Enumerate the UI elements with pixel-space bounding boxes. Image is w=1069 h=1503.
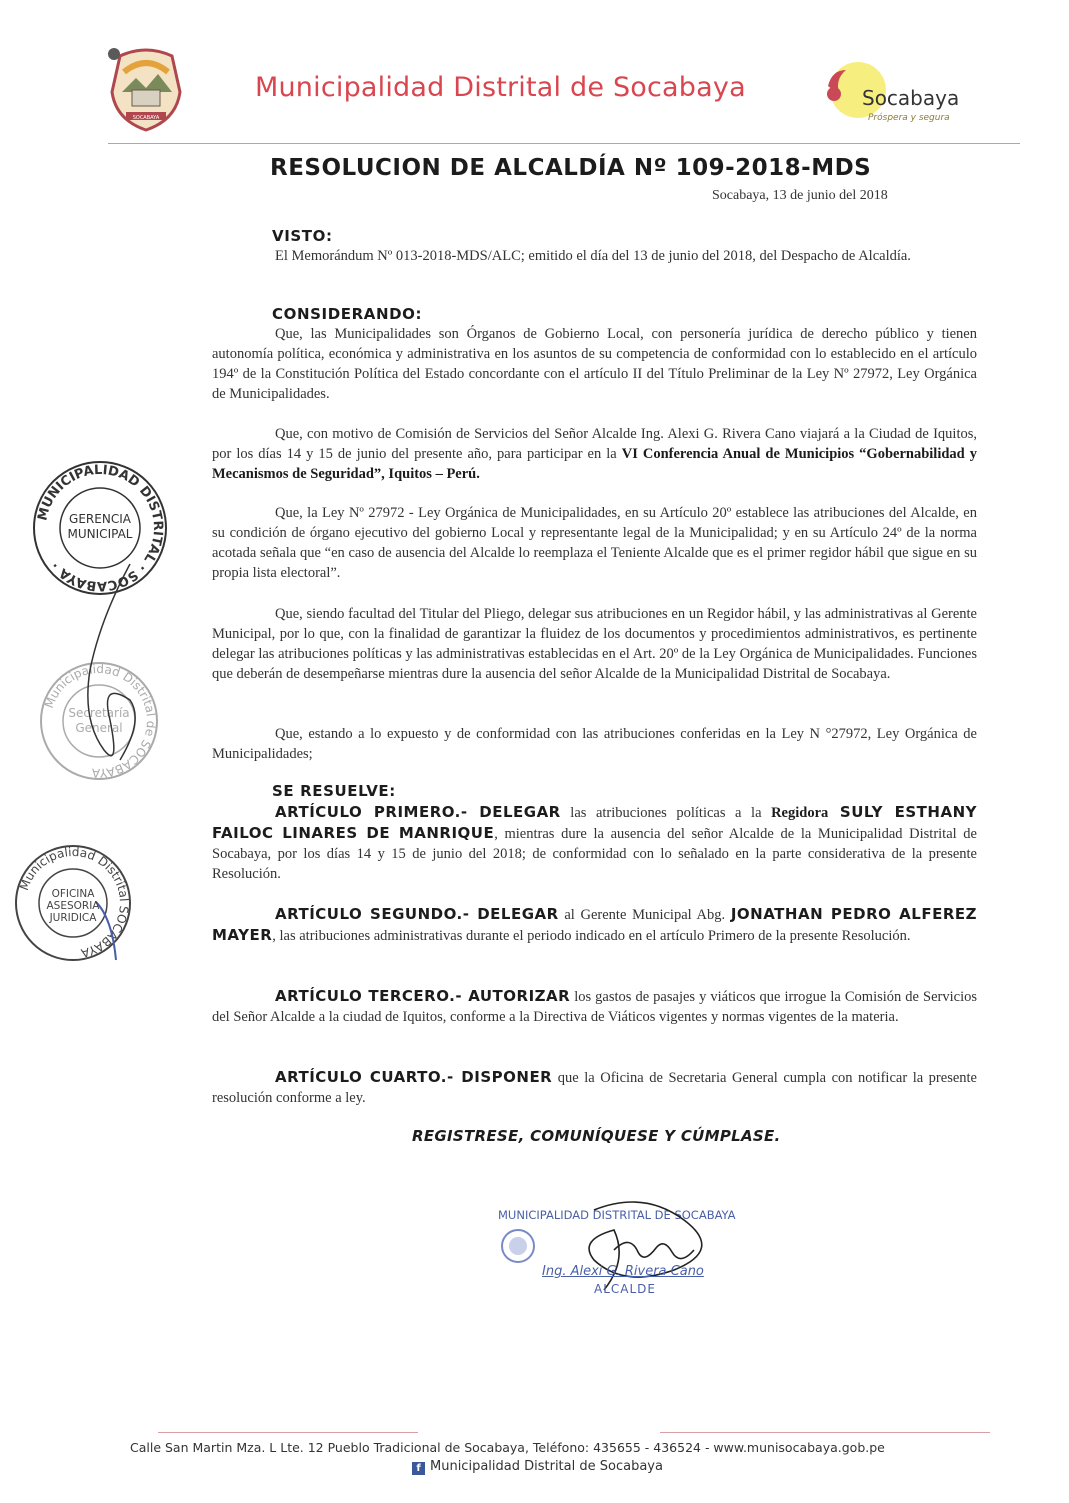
article-3 bbox=[212, 986, 977, 1027]
article-4 bbox=[212, 1067, 977, 1108]
article-3-label: ARTÍCULO TERCERO.- AUTORIZAR bbox=[275, 987, 571, 1005]
resuelve-heading: SE RESUELVE: bbox=[272, 782, 396, 800]
article-2-text-a: al Gerente Municipal Abg. bbox=[558, 907, 731, 923]
gerencia-stamp-line-1: GERENCIA bbox=[69, 512, 131, 526]
article-1-text-a: las atribuciones políticas a la bbox=[560, 805, 772, 821]
mayor-signature-stamp bbox=[494, 1200, 734, 1310]
crest-label: SOCABAYA bbox=[132, 115, 160, 121]
considerando-paragraph-1: Que, las Municipalidades son Órganos de Gobierno Local, con personería jurídica de derecho público y tienen autonomía política, económica y administrativa en los asuntos de su competencia de conformidad con lo establecido en el artículo 194º de la Constitución Política del Estado concordante con el artículo II del Título Preliminar de la Ley Nº 27972, Ley Orgánica de Municipalidades. bbox=[212, 326, 977, 402]
facebook-icon: f bbox=[412, 1462, 425, 1475]
article-1-label: ARTÍCULO PRIMERO.- DELEGAR bbox=[275, 803, 561, 821]
brand-logo bbox=[818, 56, 988, 130]
visto-heading: VISTO: bbox=[272, 227, 333, 245]
closing-formula: REGISTRESE, COMUNÍQUESE Y CÚMPLASE. bbox=[412, 1127, 781, 1145]
secretaria-signature bbox=[60, 560, 150, 790]
considerando-paragraph-3: Que, la Ley Nº 27972 - Ley Orgánica de Municipalidades, en su Artículo 20º establece las atribuciones del Alcalde, en su condición de órgano ejecutivo del gobierno Local y representante legal de la Municipalidad; y en su Artículo 24º de la norma acotada señala que “en caso de ausencia del Alcalde lo reemplaza el Teniente Alcalde que es el primer regidor hábil que sigue en su propia lista electoral”. bbox=[212, 505, 977, 581]
considerando-heading: CONSIDERANDO: bbox=[272, 305, 423, 323]
resolution-date: Socabaya, 13 de junio del 2018 bbox=[712, 188, 888, 203]
mayor-stamp-header: MUNICIPALIDAD DISTRITAL DE SOCABAYA bbox=[498, 1208, 736, 1222]
conference-name: VI Conferencia Anual de Municipios “Gobernabilidad y Mecanismos de Seguridad”, Iquitos – Perú. bbox=[212, 446, 977, 482]
article-2-label: ARTÍCULO SEGUNDO.- DELEGAR bbox=[275, 905, 559, 923]
secretaria-stamp-line-1: Secretaría bbox=[68, 706, 130, 720]
asesoria-stamp-ring-text: Municipalidad Distrital SOCABAYA bbox=[16, 844, 132, 961]
article-1-text-b: , mientras dure la ausencia del señor Alcalde de la Municipalidad Distrital de Socabaya, por los días 14 y 15 de junio del 2018; de conformidad con lo señalado en la parte considerativa de la presente Resolución. bbox=[212, 826, 977, 882]
secretaria-stamp-line-2: General bbox=[75, 721, 123, 735]
footer-social bbox=[412, 1459, 663, 1475]
gerencia-stamp-line-2: MUNICIPAL bbox=[67, 527, 133, 541]
article-3-text: los gastos de pasajes y viáticos que irrogue la Comisión de Servicios del Señor Alcalde a la ciudad de Iquitos, conforme a la Directiva de Viáticos vigentes y normas vigentes de la materia. bbox=[212, 989, 977, 1025]
footer-social-text: Municipalidad Distrital de Socabaya bbox=[430, 1459, 663, 1474]
mayor-stamp-name: Ing. Alexi G. Rivera Cano bbox=[542, 1264, 704, 1279]
article-2-manager-name: JONATHAN PEDRO ALFEREZ MAYER bbox=[212, 905, 978, 944]
header-divider bbox=[108, 143, 1020, 144]
brand-name: Socabaya bbox=[862, 86, 960, 110]
article-1-regidora-name: SULY ESTHANY FAILOC LINARES DE MANRIQUE bbox=[212, 803, 977, 842]
resolution-title: RESOLUCION DE ALCALDÍA Nº 109-2018-MDS bbox=[270, 155, 872, 181]
footer-divider-left bbox=[158, 1432, 418, 1433]
footer-address: Calle San Martin Mza. L Lte. 12 Pueblo Tradicional de Socabaya, Teléfono: 435655 - 436524 - www.munisocabaya.gob.pe bbox=[130, 1440, 885, 1455]
gerencia-stamp-ring-text: MUNICIPALIDAD DISTRITAL · SOCABAYA · bbox=[35, 462, 166, 594]
article-4-label: ARTÍCULO CUARTO.- DISPONER bbox=[275, 1068, 553, 1086]
considerando-paragraph-4: Que, siendo facultad del Titular del Pliego, delegar sus atribuciones en un Regidor hábil, y las administrativas al Gerente Municipal, por lo que, con la finalidad de garantizar la fluidez de los documentos y procedimientos administrativos, es pertinente delegar las atribuciones políticas y las administrativas establecidas en el Art. 20º de la Ley Orgánica de Municipalidades. Funciones que deberán de desempeñarse mientras dure la ausencia del señor Alcalde de la Municipalidad Distrital de Socabaya. bbox=[212, 606, 977, 682]
article-1-regidora: Regidora bbox=[771, 805, 829, 821]
municipal-crest-logo bbox=[100, 42, 192, 134]
footer-divider-right bbox=[660, 1432, 990, 1433]
visto-text: El Memorándum Nº 013-2018-MDS/ALC; emitido el día del 13 de junio del 2018, del Despacho de Alcaldía. bbox=[275, 248, 911, 264]
article-1 bbox=[212, 802, 977, 884]
article-2 bbox=[212, 904, 977, 946]
considerando-paragraph-2 bbox=[212, 424, 977, 484]
mayor-stamp-seal-icon bbox=[498, 1226, 538, 1266]
secretaria-stamp-ring-text: Municipalidad Distrital de SOCABAYA bbox=[41, 661, 159, 781]
asesoria-stamp-line-3: JURIDICA bbox=[49, 912, 97, 924]
mayor-stamp-title: ALCALDE bbox=[594, 1282, 656, 1296]
asesoria-stamp-line-1: OFICINA bbox=[51, 888, 95, 900]
article-2-text-b: , las atribuciones administrativas durante el periodo indicado en el artículo Primero de la presente Resolución. bbox=[272, 928, 911, 944]
header-title: Municipalidad Distrital de Socabaya bbox=[255, 72, 746, 103]
asesoria-juridica-stamp bbox=[12, 842, 134, 964]
article-4-text: que la Oficina de Secretaria General cumpla con notificar la presente resolución conforme a ley. bbox=[212, 1070, 977, 1106]
brand-tagline: Próspera y segura bbox=[868, 113, 950, 123]
considerando-paragraph-5: Que, estando a lo expuesto y de conformidad con las atribuciones conferidas en la Ley N °27972, Ley Orgánica de Municipalidades; bbox=[212, 726, 977, 762]
paragraph-2-text: Que, con motivo de Comisión de Servicios del Señor Alcalde Ing. Alexi G. Rivera Cano viajará a la Ciudad de Iquitos, por los días 14 y 15 de junio del presente año, para participar en la bbox=[212, 426, 977, 462]
asesoria-stamp-line-2: ASESORIA bbox=[46, 900, 100, 912]
